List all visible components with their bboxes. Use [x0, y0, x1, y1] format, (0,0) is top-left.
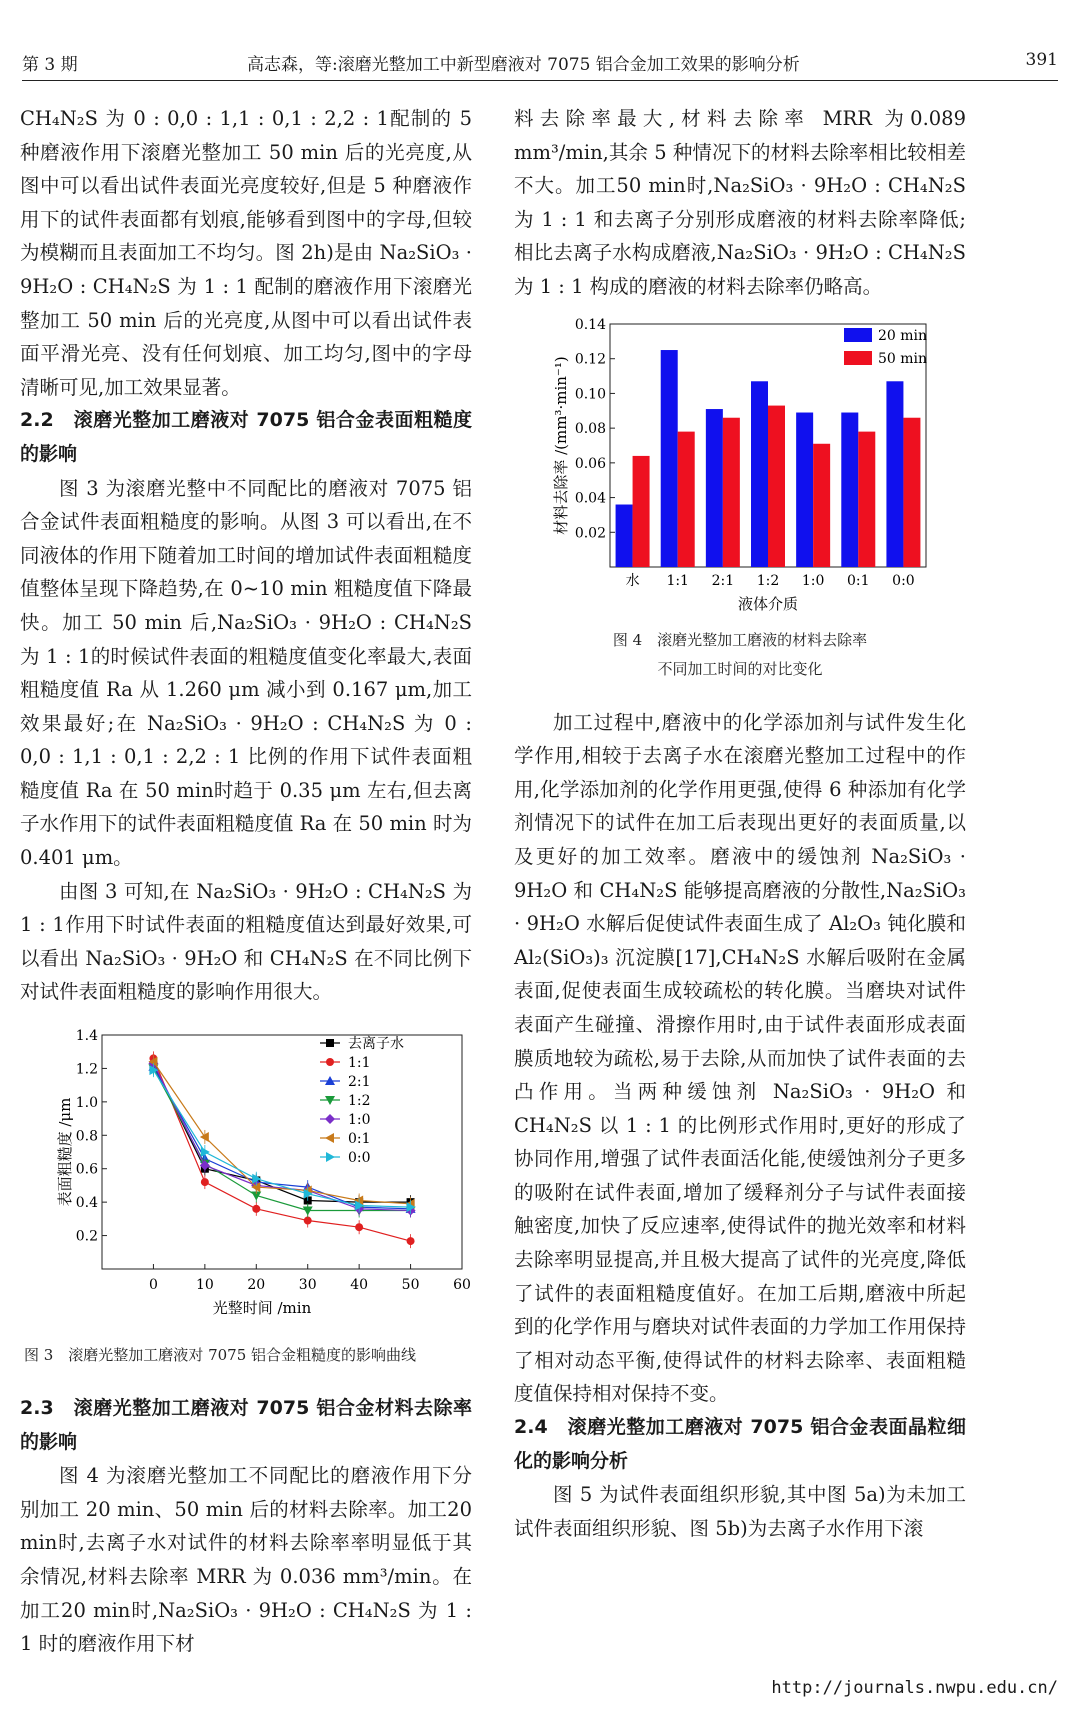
paragraph: 料去除率最大,材料去除率 MRR 为0.089 mm³/min,其余 5 种情况下的材料去除率相比较相差不大。加工50 min时,Na₂SiO₃ · 9H₂O : CH₄N₂S 为 1 : 1 和去离子分别形成磨液的材料去除率降低;相比去离子水构成磨液,Na₂SiO₃ · 9H₂O : CH₄N₂S 为 1 : 1 构成的磨液的材料去除率仍略高。 [514, 107, 966, 298]
x-tick-label: 1:1 [666, 572, 689, 589]
data-point [304, 1217, 312, 1225]
bar-20 min [616, 504, 633, 566]
legend-label: 1:1 [348, 1055, 371, 1072]
legend-entry [320, 1093, 371, 1109]
data-point [326, 1152, 335, 1162]
bar-20 min [751, 381, 768, 567]
section-heading-2-4: 2.4 滚磨光整加工磨液对 7075 铝合金表面晶粒细化的影响分析 [514, 1416, 966, 1472]
x-tick-label: 20 [247, 1277, 266, 1294]
bar-20 min [886, 381, 903, 567]
bar-20 min [841, 412, 858, 566]
y-tick-label: 0.14 [574, 316, 606, 333]
figure-3-caption: 图 3 滚磨光整加工磨液对 7075 铝合金粗糙度的影响曲线 [24, 1346, 417, 1365]
journal-url[interactable]: http://journals.nwpu.edu.cn/ [771, 1678, 1058, 1698]
data-point [355, 1223, 363, 1231]
bar-50 min [633, 455, 650, 566]
x-tick-label: 40 [350, 1277, 369, 1294]
mrr-bar-chart [514, 314, 966, 624]
paragraph: 加工过程中,磨液中的化学添加剂与试件发生化学作用,相较于去离子水在滚磨光整加工过程中的作用,化学添加剂的化学作用更强,使得 6 种添加有化学剂情况下的试件在加工后表现出更好的表面质量,以及更好的加工效率。磨液中的缓蚀剂 Na₂SiO₃ · 9H₂O 和 CH₄N₂S 能够提高磨液的分散性,Na₂SiO₃ · 9H₂O 水解后促使试件表面生成了 Al₂O₃ 钝化膜和 Al₂(SiO₃)₃ 沉淀膜[17],CH₄N₂S 水解后吸附在金属表面,促使表面生成较疏松的转化膜。当磨块对试件表面产生碰撞、滑擦作用时,由于试件表面形成表面膜质地较为疏松,易于去除,从而加快了试件表面的去凸作用。当两种缓蚀剂 Na₂SiO₃ · 9H₂O 和 CH₄N₂S 以 1 : 1 的比例形式作用时,更好的形成了协同作用,增强了试件表面活化能,使缓蚀剂分子更多的吸附在试件表面,增加了缓释剂分子与试件表面接触密度,加快了反应速率,使得试件的抛光效率和材料去除率明显提高,并且极大提高了试件的光亮度,降低了试件的表面粗糙度值好。在加工后期,磨液中所起到的化学作用与磨块对试件表面的力学加工作用保持了相对动态平衡,使得试件的材料去除率、表面粗糙度值保持相对保持不变。 [514, 710, 966, 1406]
legend-entry [320, 1074, 371, 1090]
legend-label: 1:0 [348, 1112, 371, 1129]
figure-4-caption-line-1: 图 4 滚磨光整加工磨液的材料去除率 [612, 630, 868, 649]
bar-20 min [706, 409, 723, 567]
legend-entry [320, 1055, 371, 1071]
series-2:1 [148, 1060, 415, 1216]
y-tick-label: 0.02 [574, 524, 606, 541]
legend-label: 2:1 [348, 1074, 371, 1091]
bar-50 min [903, 417, 920, 566]
series-line [153, 1065, 410, 1202]
legend-label: 0:0 [348, 1150, 371, 1167]
bar-50 min [678, 431, 695, 566]
left-column [20, 102, 472, 1661]
y-axis-label: 材料去除率 /(mm³·min⁻¹) [552, 355, 570, 535]
figure-4-caption-line-2: 不同加工时间的对比变化 [657, 659, 823, 678]
legend-entry [320, 1131, 371, 1147]
y-tick-label: 0.2 [75, 1228, 98, 1245]
section-heading-2-2: 2.2 滚磨光整加工磨液对 7075 铝合金表面粗糙度的影响 [20, 409, 472, 465]
x-tick-label: 0:0 [892, 572, 915, 589]
running-title: 高志森，等:滚磨光整加工中新型磨液对 7075 铝合金加工效果的影响分析 [247, 55, 800, 75]
paragraph: CH₄N₂S 为 0 : 0,0 : 1,1 : 0,1 : 2,2 : 1配制的 5 种磨液作用下滚磨光整加工 50 min 后的光亮度,从图中可以看出试件表面光亮度较好,但是 5 种磨液作用下的试件表面都有划痕,能够看到图中的字母,但较为模糊而且表面加工不均匀。图 2h)是由 Na₂SiO₃ · 9H₂O : CH₄N₂S 为 1 : 1 配制的磨液作用下滚磨光整加工 50 min 后的光亮度,从图中可以看出试件表面平滑光亮、没有任何划痕、加工均匀,图中的字母清晰可见,加工效果显著。 [20, 107, 472, 399]
y-tick-label: 1.4 [75, 1028, 98, 1045]
bar-50 min [768, 405, 785, 566]
data-point [252, 1205, 260, 1213]
legend-label: 去离子水 [348, 1036, 404, 1053]
y-tick-label: 0.4 [75, 1195, 98, 1212]
y-tick-label: 0.10 [574, 385, 606, 402]
series-1:2 [148, 1061, 415, 1217]
legend-entry [320, 1035, 404, 1052]
paragraph: 图 5 为试件表面组织形貌,其中图 5a)为未加工试件表面组织形貌、图 5b)为去离子水作用下滚 [514, 1483, 966, 1540]
y-tick-label: 1.2 [75, 1061, 98, 1078]
right-column [514, 102, 966, 1545]
data-point [325, 1114, 335, 1124]
x-tick-label: 60 [453, 1277, 471, 1294]
y-tick-label: 0.04 [574, 490, 606, 507]
bar-20 min [661, 350, 678, 567]
data-point [200, 1132, 209, 1142]
paragraph: 图 4 为滚磨光整加工不同配比的磨液作用下分别加工 20 min、50 min 后的材料去除率。加工20 min时,去离子水对试件的材料去除率率明显低于其余情况,材料去除率 MRR 为 0.036 mm³/min。在加工20 min时,Na₂SiO₃ · 9H₂O : CH₄N₂S 为 1 : 1 时的磨液作用下材 [20, 1464, 472, 1656]
x-axis-label: 光整时间 /min [212, 1299, 312, 1318]
data-point [326, 1039, 334, 1047]
running-header [22, 44, 1058, 81]
legend-entry [844, 328, 927, 344]
bar-50 min [723, 417, 740, 566]
x-tick-label: 水 [625, 572, 640, 589]
x-axis-label: 液体介质 [737, 594, 799, 613]
legend-label: 50 min [878, 350, 928, 367]
y-tick-label: 0.6 [75, 1161, 98, 1178]
paragraph: 由图 3 可知,在 Na₂SiO₃ · 9H₂O : CH₄N₂S 为 1 : 1作用下时试件表面的粗糙度值达到最好效果,可以看出 Na₂SiO₃ · 9H₂O 和 CH₄N₂S 在不同比例下对试件表面粗糙度的影响作用很大。 [20, 879, 472, 1004]
roughness-line-chart [20, 1017, 472, 1337]
series-1:1 [149, 1051, 414, 1248]
figure-3 [20, 1017, 472, 1337]
x-tick-label: 30 [298, 1277, 317, 1294]
bar-20 min [796, 412, 813, 566]
issue-label: 第 3 期 [22, 55, 78, 75]
data-point [407, 1237, 415, 1245]
legend-swatch [844, 351, 872, 365]
legend-entry [320, 1150, 371, 1166]
x-tick-label: 1:0 [801, 572, 825, 589]
x-tick-label: 1:2 [756, 572, 780, 589]
legend-entry [320, 1112, 371, 1128]
figure-4 [514, 314, 966, 624]
x-tick-label: 0:1 [847, 572, 870, 589]
y-axis-label: 表面粗糙度 /μm [56, 1097, 74, 1207]
y-tick-label: 0.08 [574, 420, 606, 437]
y-tick-label: 0.06 [574, 455, 606, 472]
bar-50 min [813, 443, 830, 566]
data-point [326, 1058, 334, 1066]
y-tick-label: 0.12 [574, 351, 606, 368]
data-point [201, 1178, 209, 1186]
paragraph: 图 3 为滚磨光整中不同配比的磨液对 7075 铝合金试件表面粗糙度的影响。从图 3 可以看出,在不同液体的作用下随着加工时间的增加试件表面粗糙度值整体呈现下降趋势,在 0~10 min 粗糙度值下降最快。加工 50 min 后,Na₂SiO₃ · 9H₂O : CH₄N₂S 为 1 : 1的时候试件表面的粗糙度值变化率最大,表面粗糙度值 Ra 从 1.260 μm 减小到 0.167 μm,加工效果最好;在 Na₂SiO₃ · 9H₂O : CH₄N₂S 为 0 : 0,0 : 1,1 : 0,1 : 2,2 : 1 比例的作用下试件表面粗糙度值 Ra 在 50 min时趋于 0.35 μm 左右,但去离子水作用下的试件表面粗糙度值 Ra 在 50 min 时为 0.401 μm。 [20, 476, 472, 870]
x-tick-label: 10 [195, 1277, 214, 1294]
x-tick-label: 50 [401, 1277, 420, 1294]
legend-label: 20 min [878, 327, 928, 344]
page-number: 391 [1025, 50, 1058, 70]
bar-50 min [858, 431, 875, 566]
legend-entry [844, 351, 927, 367]
legend-label: 0:1 [348, 1131, 371, 1148]
legend-swatch [844, 328, 872, 342]
legend-label: 1:2 [348, 1093, 371, 1110]
y-tick-label: 0.8 [75, 1128, 98, 1145]
x-tick-label: 0 [148, 1277, 158, 1294]
series-line [153, 1062, 410, 1204]
x-tick-label: 2:1 [711, 572, 735, 589]
section-heading-2-3: 2.3 滚磨光整加工磨液对 7075 铝合金材料去除率的影响 [20, 1397, 472, 1453]
data-point [325, 1133, 334, 1143]
y-tick-label: 1.0 [75, 1094, 98, 1111]
series-line [153, 1058, 410, 1241]
